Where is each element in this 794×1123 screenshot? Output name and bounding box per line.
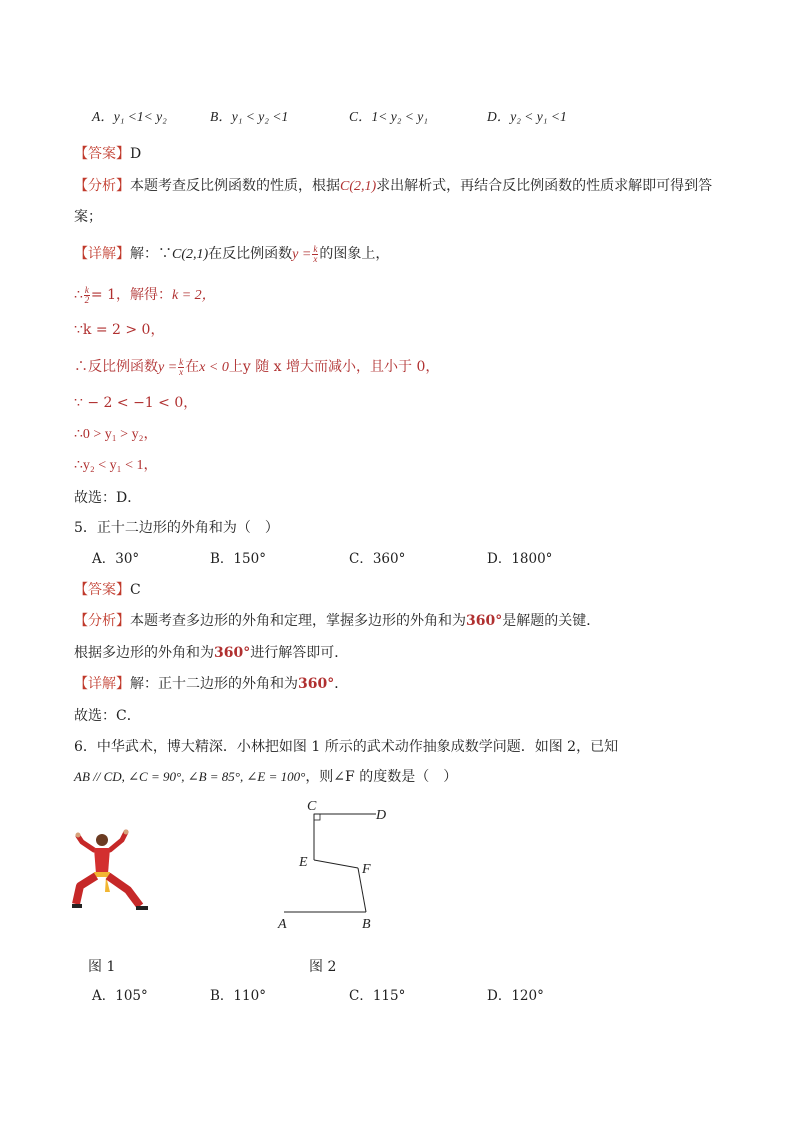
fraction-k-over-x-2	[178, 358, 184, 377]
frac-numerator: k	[179, 356, 184, 367]
q5-analysis-text-2: 是解题的关键．	[502, 613, 601, 629]
point-label-D: D	[376, 808, 387, 823]
q5-option-d: D．1800°	[487, 551, 553, 567]
q5-analysis2-text-2: 进行解答即可．	[250, 645, 349, 661]
q4-detail-function: y =	[292, 247, 312, 262]
fraction-k-over-2	[84, 286, 90, 305]
q4-step4-text: ∴反比例函数	[74, 359, 158, 375]
q6-option-b: B．110°	[210, 988, 266, 1004]
frac-denominator: 2	[84, 294, 90, 305]
q5-answer: C	[130, 582, 141, 598]
q4-option-b: B．y₁ < y₂ <1	[210, 109, 289, 124]
figure-head	[96, 834, 108, 846]
q4-detail-text: 解：∵	[130, 246, 172, 262]
q4-step3: ∵k = 2 > 0，	[74, 322, 165, 338]
q4-step5: ∵ − 2 < −1 < 0，	[74, 395, 198, 411]
geometry-figure	[270, 790, 400, 940]
q4-option-c: C．1< y₂ < y₁	[349, 109, 428, 124]
therefore-symbol: ∴	[74, 287, 83, 303]
q4-step4-text-3: 上y 随 x 增大而减小，且小于 0，	[228, 359, 440, 375]
figure-right-leg	[108, 876, 140, 906]
analysis-tag: 【分析】	[74, 613, 130, 629]
q4-choose: 故选：D．	[74, 490, 142, 506]
q4-detail-text-3: 的图象上，	[319, 246, 390, 262]
figure-torso	[94, 848, 110, 874]
q5-option-c: C．360°	[349, 551, 406, 567]
q4-step4-condition: x < 0	[199, 360, 229, 375]
figure-2-caption: 图 2	[309, 959, 337, 975]
q6-conditions: AB // CD, ∠C = 90°, ∠B = 85°, ∠E = 100°	[74, 769, 306, 784]
q5-stem: 5．正十二边形的外角和为（ ）	[74, 520, 279, 536]
figure-left-arm	[78, 836, 94, 850]
q4-step7: ∴y₂ < y₁ < 1，	[74, 458, 158, 473]
detail-tag: 【详解】	[74, 246, 130, 262]
q5-detail-line	[74, 674, 348, 694]
q4-step2	[74, 285, 216, 306]
point-label-E: E	[299, 855, 308, 870]
q5-analysis-value: 360°	[466, 613, 503, 629]
answer-tag: 【答案】	[74, 582, 130, 598]
figure-right-shoe	[136, 906, 148, 910]
frac-numerator: k	[84, 284, 89, 295]
figure-left-leg	[76, 876, 96, 904]
q5-analysis2-text: 根据多边形的外角和为	[74, 645, 214, 661]
martial-artist-image	[72, 828, 152, 914]
q6-stem-1: 6．中华武术，博大精深．小林把如图 1 所示的武术动作抽象成数学问题．如图 2，已知	[74, 739, 619, 755]
q4-option-a: A．y₁ <1< y₂	[92, 109, 167, 124]
figure-1-caption: 图 1	[88, 959, 116, 975]
q6-option-a: A．105°	[92, 988, 148, 1004]
point-label-A: A	[278, 917, 287, 932]
q5-detail-text-2: ．	[334, 676, 349, 692]
q5-analysis-line-2	[74, 643, 348, 663]
q4-step4-function: y =	[158, 360, 178, 375]
frac-denominator: x	[313, 253, 318, 264]
segment-EF	[314, 860, 358, 868]
q4-option-d: D．y₂ < y₁ <1	[487, 109, 567, 124]
q4-detail-line	[74, 244, 389, 265]
q4-step2-result: k = 2，	[172, 288, 216, 303]
q5-option-a: A．30°	[92, 551, 140, 567]
figure-sash	[94, 872, 110, 877]
q5-detail-value: 360°	[298, 676, 335, 692]
fraction-k-over-x	[312, 245, 318, 264]
q6-option-c: C．115°	[349, 988, 406, 1004]
q4-step4	[74, 357, 439, 378]
q4-analysis-text: 本题考查反比例函数的性质，根据	[130, 178, 340, 194]
q5-analysis2-value: 360°	[214, 645, 251, 661]
q5-analysis-text: 本题考查多边形的外角和定理，掌握多边形的外角和为	[130, 613, 466, 629]
point-label-F: F	[362, 862, 371, 877]
q6-option-d: D．120°	[487, 988, 544, 1004]
q5-analysis-line	[74, 611, 600, 631]
q4-step2-text: = 1，解得：	[90, 287, 173, 303]
q5-detail-text: 解：正十二边形的外角和为	[130, 676, 298, 692]
q5-choose: 故选：C．	[74, 708, 141, 724]
point-label-C: C	[307, 799, 317, 814]
q4-analysis-line-2	[74, 207, 102, 227]
figure-left-shoe	[72, 904, 82, 908]
q6-stem-2	[74, 767, 457, 787]
figure-left-hand	[76, 833, 81, 838]
q5-option-b: B．150°	[210, 551, 266, 567]
right-angle-mark	[314, 814, 320, 820]
figure-right-hand	[124, 830, 129, 835]
figure-right-arm	[110, 832, 126, 850]
q4-step6: ∴0 > y₁ > y₂，	[74, 427, 158, 442]
frac-denominator: x	[179, 366, 184, 377]
detail-tag: 【详解】	[74, 676, 130, 692]
q5-answer-line	[74, 580, 141, 600]
analysis-tag: 【分析】	[74, 178, 130, 194]
point-label-B: B	[362, 917, 371, 932]
q4-answer-line	[74, 144, 141, 164]
q4-answer: D	[130, 146, 142, 162]
q4-step4-text-2: 在	[185, 359, 200, 375]
frac-numerator: k	[313, 243, 318, 254]
q4-analysis-point: C(2,1)	[340, 179, 377, 194]
q4-analysis-line	[74, 176, 712, 197]
q4-detail-text-2: 在反比例函数	[208, 246, 293, 262]
q6-question: ，则∠F 的度数是（ ）	[305, 769, 458, 785]
q4-analysis-text-2: 求出解析式，再结合反比例函数的性质求解即可得到答	[376, 178, 713, 194]
q4-analysis-text-3: 案；	[74, 209, 102, 225]
q4-detail-point: C(2,1)	[172, 247, 209, 262]
answer-tag: 【答案】	[74, 146, 130, 162]
